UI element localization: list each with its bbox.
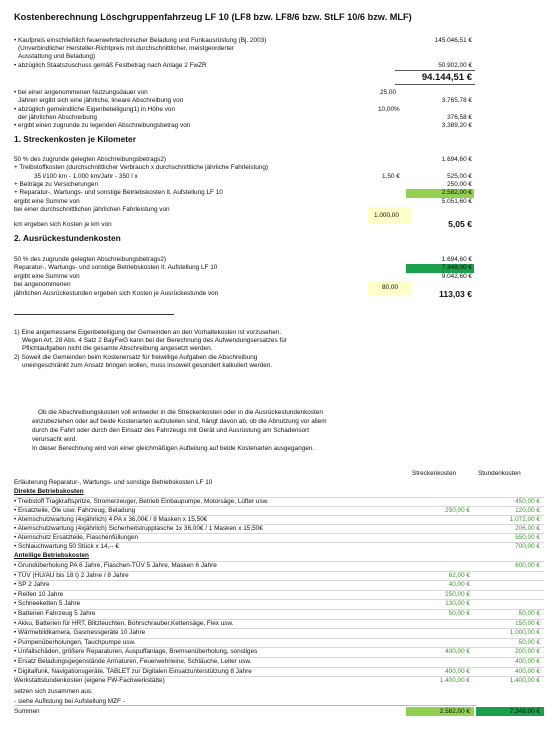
- cost-item-label: • Schlauchwartung 50 Stück x 14,-- €: [14, 543, 119, 550]
- col-header-stunde: Stundenkosten: [478, 470, 521, 477]
- kaufpreis-label-3: Ausstattung und Beladung): [18, 53, 96, 60]
- s1-row3-value: 525,00 €: [447, 173, 472, 180]
- cost-item-stunde: 400,00 €: [515, 658, 540, 665]
- cost-item-strecke: 250,00 €: [445, 590, 470, 598]
- s1-row4-value: 250,00 €: [447, 181, 472, 188]
- cost-item-stunde: 200,00 €: [515, 648, 540, 656]
- explain-l5: In dieser Berechnung wird von einer gleichmäßigen Aufteilung auf beide Kostenarten ausgegangen.: [32, 445, 315, 452]
- footnote-1-l2: Wegen Art. 28 Abs. 4 Satz 2 BayFwG kann bei der Berechnung des Aufwendungsersatzes für: [22, 337, 287, 344]
- s1-row3-mid: 1,50 €: [382, 173, 400, 180]
- s2-row5-value: 113,03 €: [439, 289, 472, 299]
- s2-row4-mid: 80,00: [382, 284, 398, 291]
- cost-item-label: • SP 2 Jahre: [14, 581, 50, 589]
- explain-l1: Ob die Abschreibungskosten voll entweder in die Streckenkosten oder in die Ausrückestundenkosten: [38, 409, 323, 416]
- cost-item-stunde: 1.400,00 €: [509, 677, 540, 685]
- cost-item-label: • TÜV (HU/AU bis 18 t) 2 Jahre / 8 Jahre: [14, 571, 129, 579]
- s1-row4-label: + Beiträge zu Versicherungen: [14, 181, 99, 188]
- nutzung-label-2: Jahren ergibt sich eine jährliche, lineare Abschreibung von: [18, 97, 184, 104]
- cost-item-strecke: 1.400,00 €: [439, 677, 470, 685]
- cost-item-label: • Treibstoff Tragkraftspritze, Stromerzeuger, Betrieb Einbaupumpe, Motorsäge, Lüfter usw.: [14, 498, 269, 505]
- table-caption: Erläuterung Reparatur-, Wartungs- und sonstige Betriebskosten LF 10: [14, 479, 213, 486]
- ergibt-value: 3.389,20 €: [441, 122, 472, 129]
- kaufpreis-value: 145.046,51 €: [434, 37, 472, 44]
- s1-row1-label: 50 % des zugrunde gelegten Abschreibungsbetrags2): [14, 156, 167, 163]
- cost-item-stunde: 400,00 €: [515, 667, 540, 675]
- explain-l4: verursacht wird.: [32, 436, 78, 443]
- explain-l3: durch die Fahrt oder durch den Einsatz des Fahrzeugs mit Gerät und Ausrüstung am Schadensort: [32, 427, 310, 434]
- eigen-label-2: der jährlichen Abschreibung: [18, 114, 97, 121]
- s1-row6-value: 5.051,60 €: [441, 198, 472, 205]
- cost-item-stunde: 600,00 €: [515, 562, 540, 569]
- cost-item-label: • Atemschutzwartung (4xjährlich) 4 PA x 36,00€ / 8 Masken x 15,50€: [14, 516, 208, 523]
- page-title: Kostenberechnung Löschgruppenfahrzeug LF 10 (LF8 bzw. LF8/6 bzw. StLF 10/6 bzw. MLF): [14, 12, 412, 22]
- kaufpreis-label: • Kaufpreis einschließlich feuerwehrtechnischer Beladung und Funkausrüstung (Bj. 2003): [14, 37, 267, 44]
- nutzung-label: • bei einer angenommenen Nutzungsdauer von: [14, 89, 148, 96]
- cost-item-label: • Batterien Fahrzeug 5 Jahre: [14, 610, 96, 617]
- footnote-divider: [14, 314, 174, 315]
- sum-divider: [395, 70, 475, 71]
- s2-row4-label: bei angenommenen: [14, 281, 71, 288]
- section-share-heading: Anteilige Betriebskosten: [14, 552, 89, 559]
- footnote-2: 2) Soweit die Gemeinden beim Kostenersatz für freiwillige Aufgaben die Abschreibung: [14, 354, 258, 361]
- cost-item-stunde: 120,00 €: [515, 507, 540, 514]
- cost-item-strecke: 62,00 €: [448, 571, 470, 579]
- cost-item-stunde: 1.000,00 €: [509, 629, 540, 637]
- s2-row3-label: ergibt eine Summe von: [14, 273, 80, 280]
- cost-item-label: • Pumpenüberholungen, Tauchpumpe usw.: [14, 638, 136, 646]
- cost-item-stunde: 450,00 €: [515, 498, 540, 505]
- eigen-pct: 10,00%: [378, 106, 400, 113]
- sum-strecke: 2.582,00 €: [439, 708, 470, 715]
- eigen-label: • abzüglich gemeindliche Eigenbeteiligung1) in Höhe von: [14, 106, 176, 113]
- footnote-1: 1) Eine angemessene Eigenbeteiligung der Gemeinden an den Vorhaltekosten ist vorzusehen.: [14, 329, 282, 336]
- cost-item-label: • Unfallschäden, größere Reparaturen, Auspuffanlage, Bremsenüberholung, sonstiges: [14, 648, 258, 656]
- cost-item-strecke: 400,00 €: [445, 667, 470, 675]
- s1-row3-label: 35 l/100 km - 1.000 km/Jahr - 350 l x: [34, 173, 138, 180]
- cost-item-stunde: 150,00 €: [515, 619, 540, 627]
- netto-value: 94.144,51 €: [421, 72, 472, 83]
- cost-item-label: • Atemschutz Ersatzteile, Flaschenfüllungen: [14, 534, 139, 541]
- cost-item-label: • Ersatz Beladungsgegenstände Armaturen, Feuerwehrleine, Schläuche, Leiter usw.: [14, 658, 252, 665]
- cost-item-label: • Akku, Batterien für HRT, Blitzleuchten, Bohrschrauber,Kettensäge, Flex usw.: [14, 619, 234, 627]
- zuschuss-value: 50.902,00 €: [438, 62, 472, 69]
- tail-line-2: - siehe Auflistung bei Aufstellung MZF -: [14, 698, 125, 705]
- cost-item-label: • Grundüberholung PA 6 Jahre, Flaschen-TÜV 5 Jahre, Masken 6 Jahre: [14, 562, 217, 569]
- ergibt-label: • ergibt einen zugrunde zu legenden Abschreibungsbetrag von: [14, 122, 191, 129]
- cost-item-label: • Digitalfunk, Navigationsgeräte, TABLET zur Digitalen Einsatzunterstützung 8 Jahre: [14, 667, 252, 675]
- s1-row8-label: km ergeben sich Kosten je km von: [14, 221, 112, 228]
- cost-item-stunde: 50,00 €: [518, 610, 540, 617]
- s2-row5-label: jährlichen Ausrückestunden ergeben sich Kosten je Ausrückestunde von: [14, 290, 219, 297]
- nutzung-value: 3.765,78 €: [441, 97, 472, 104]
- cost-item-stunde: 50,00 €: [518, 638, 540, 646]
- cost-item-strecke: 130,00 €: [445, 600, 470, 608]
- sum-divider-2: [395, 84, 475, 85]
- nutzung-years: 25,00: [380, 89, 396, 96]
- s1-row5-label: + Reparatur-, Wartungs- und sonstige Betriebskosten lt. Aufstellung LF 10: [14, 189, 223, 196]
- eigen-value: 376,58 €: [447, 114, 472, 121]
- cost-item-stunde: 700,00 €: [515, 543, 540, 550]
- section-direct-heading: Direkte Betriebskosten: [14, 488, 84, 495]
- s2-row3-value: 9.042,60 €: [441, 273, 472, 280]
- sum-rule: [14, 705, 476, 706]
- kaufpreis-label-2: (Unverbindlicher Hersteller-Richtpreis mit durchschnittlicher, meistgeorderter: [18, 45, 234, 52]
- cost-item-strecke: 50,00 €: [448, 610, 470, 617]
- cost-item-label: Werkstattstundenkosten (eigene FW-Fachwerkstätte): [14, 677, 165, 685]
- zuschuss-label: • abzüglich Staatszuschuss gemäß Festbetrag nach Anlage 2 FwZR: [14, 62, 207, 69]
- tail-line-1: setzen sich zusammen aus:: [14, 688, 93, 695]
- cost-item-strecke: 400,00 €: [445, 648, 470, 656]
- s2-row1-label: 50 % des zugrunde gelegten Abschreibungsbetrags2): [14, 256, 167, 263]
- s2-row2-label: Reparatur-, Wartungs- und sonstige Betriebskosten lt. Aufstellung LF 10: [14, 264, 218, 271]
- explain-l2: einzubeziehen oder auf beide Kostenarten aufzuteilen sind, hängt davon ab, ob die Abnutzung vor allem: [32, 418, 327, 425]
- cost-item-stunde: 550,00 €: [515, 534, 540, 541]
- s2-row1-value: 1.694,60 €: [441, 256, 472, 263]
- cost-item-strecke: 40,00 €: [448, 581, 470, 589]
- section2-heading: 2. Ausrückestundenkosten: [14, 233, 121, 243]
- cost-item-stunde: 1.072,00 €: [509, 516, 540, 523]
- s1-row7-mid: 1.000,00: [374, 212, 399, 219]
- cost-item-label: • Ersatzteile, Öle usw. Fahrzeug, Beladung: [14, 507, 136, 514]
- col-header-strecke: Streckenkosten: [412, 470, 457, 477]
- cost-item-strecke: 250,00 €: [445, 507, 470, 514]
- footnote-1-l3: Pflichtaufgaben nicht die gesamte Abschreibung angesetzt werden.: [22, 345, 213, 352]
- sum-label: Summen: [14, 708, 40, 715]
- s1-row8-value: 5,05 €: [448, 219, 472, 229]
- s1-row2-label: + Treibstoffkosten (durchschnittlicher Verbrauch x durchschnittliche jährliche Fahrleistung): [14, 164, 269, 171]
- s1-row5-value: 2.582,00 €: [441, 189, 472, 196]
- cost-item-label: • Reifen 10 Jahre: [14, 590, 64, 598]
- section1-heading: 1. Streckenkosten je Kilometer: [14, 134, 136, 144]
- s1-row7-label: bei einer durchschnittlichen jährlichen Fahrleistung von: [14, 206, 170, 213]
- cost-item-label: • Wärmebildkamera, Gasmessgeräte 10 Jahre: [14, 629, 146, 637]
- s1-row6-label: ergibt eine Summe von: [14, 198, 80, 205]
- cost-item-label: • Atemschutzwartung (4xjährlich) Sicherheitstrupptasche 1x 36,00€ / 1 Masken x 15,50€: [14, 525, 263, 532]
- cost-item-label: • Schneeketten 5 Jahre: [14, 600, 81, 608]
- sum-stunde: 7.348,00 €: [509, 708, 540, 715]
- cost-item-stunde: 206,00 €: [515, 525, 540, 532]
- footnote-2-l2: uneingeschränkt zum Ansatz bringen wollen, muss insoweit gesondert kalkuliert werden.: [22, 362, 273, 369]
- s2-row2-value: 7.348,00 €: [441, 264, 472, 271]
- s1-row1-value: 1.694,60 €: [441, 156, 472, 163]
